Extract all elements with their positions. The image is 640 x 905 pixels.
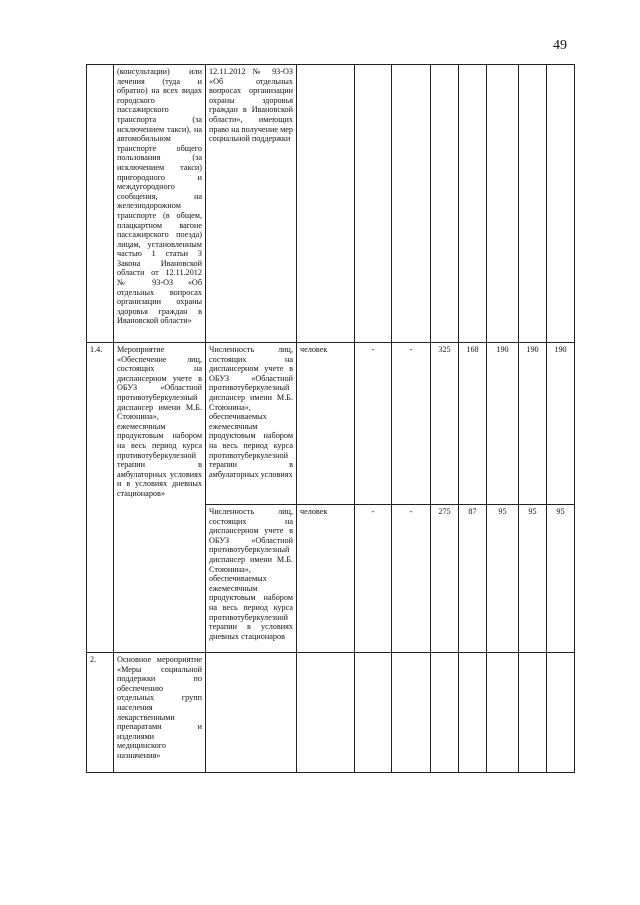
indicator-text: Численность лиц, состоящих на диспансерном учете в ОБУЗ «Областной противотуберкулезный диспансер имени М.Б. Стоюнина», обеспечиваемых ежемесячным продуктовым набором на весь период курса противотуберкулезной терапии в амбулаторных условиях: [206, 343, 297, 505]
table-row: [87, 343, 575, 505]
unit-cell: человек: [297, 343, 355, 505]
value-cell: -: [392, 343, 431, 505]
measure-description: Мероприятие «Обеспечение лиц, состоящих на диспансерном учете в ОБУЗ «Областной противотуберкулезный диспансер имени М.Б. Стоюнина», ежемесячным продуктовым набором на весь период курса противотуберкулезной терапии в амбулаторных условиях и в условиях дневных стационаров»: [114, 343, 206, 653]
value-cell: 95: [519, 505, 547, 653]
indicator-text: Численность лиц, состоящих на диспансерном учете в ОБУЗ «Областной противотуберкулезный диспансер имени М.Б. Стоюнина», обеспечиваемых ежемесячным продуктовым набором на весь период курса противотуберкулезной терапии в условиях дневных стационаров: [206, 505, 297, 653]
value-cell: 190: [487, 343, 519, 505]
page-number: 49: [553, 38, 567, 53]
measure-description: Основное мероприятие «Меры социальной поддержки по обеспечению отдельных групп населения лекарственными препаратами и изделиями медицинского назначения»: [114, 653, 206, 773]
value-cell: 87: [459, 505, 487, 653]
value-cell: 325: [431, 343, 459, 505]
value-cell: 275: [431, 505, 459, 653]
value-cell: -: [355, 343, 392, 505]
value-cell: 95: [547, 505, 575, 653]
indicator-text: [206, 653, 297, 773]
measure-description: (консультации) или лечения (туда и обратно) на всех видах городского пассажирского транспорта (за исключением такси), на автомобильном транспорте общего пользования (за исключением такси) пригородного и междугородного сообщения, на железнодорожном транспорте (в общем, плацкартном вагоне пассажирского поезда) лицам, установленным частью 1 статьи 3 Закона Ивановской области от 12.11.2012 № 93-ОЗ «Об отдельных вопросах организации охраны здоровья граждан в Ивановской области»: [114, 65, 206, 343]
value-cell: 190: [547, 343, 575, 505]
value-cell: 95: [487, 505, 519, 653]
value-cell: -: [355, 505, 392, 653]
unit-cell: человек: [297, 505, 355, 653]
program-table: [86, 64, 575, 773]
value-cell: -: [392, 505, 431, 653]
row-number: [87, 65, 114, 343]
row-number: 2.: [87, 653, 114, 773]
table-row: [87, 65, 575, 343]
value-cell: 190: [519, 343, 547, 505]
table-row: [87, 653, 575, 773]
indicator-text: 12.11.2012 № 93-ОЗ «Об отдельных вопросах организации охраны здоровья граждан в Ивановской области», имеющих право на получение мер социальной поддержки: [206, 65, 297, 343]
value-cell: 168: [459, 343, 487, 505]
row-number: 1.4.: [87, 343, 114, 653]
